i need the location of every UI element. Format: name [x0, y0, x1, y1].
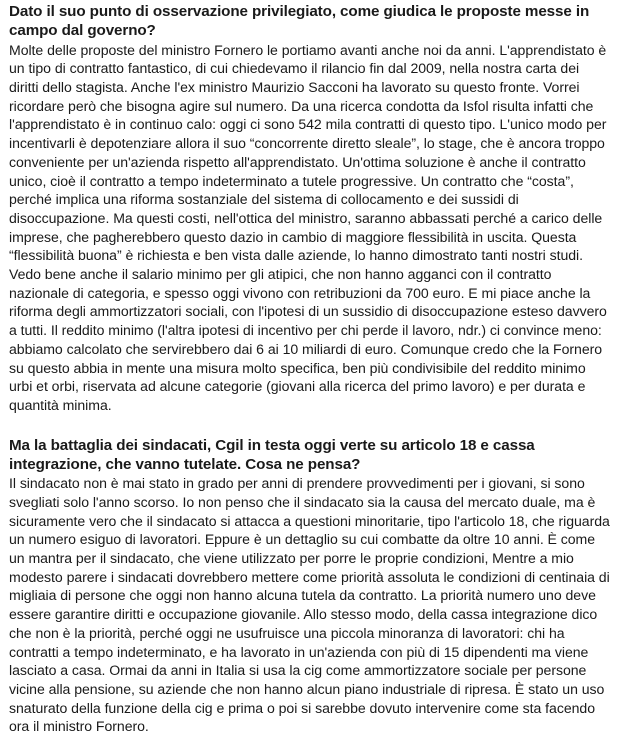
interview-answer: Molte delle proposte del ministro Fornero le portiamo avanti anche noi da anni. L'apprendistato è un tipo di contratto fantastico, di cui chiedevamo il rilancio fin dal 2009, nella nostra carta dei diritti dello stagista. Anche l'ex ministro Maurizio Sacconi ha lavorato su questo fronte. Vorrei ricordare però che bisogna agire sul numero. Da una ricerca condotta da Isfol risulta infatti che l'apprendistato è in continuo calo: oggi ci sono 542 mila contratti di questo tipo. L'unico modo per incentivarli è depotenziare allora il suo “concorrente diretto sleale”, lo stage, che è ancora troppo conveniente per un'azienda rispetto all'apprendistato. Un'ottima soluzione è anche il contratto unico, cioè il contratto a tempo indeterminato a tutele progressive. Un contratto che “costa”, perché implica una riforma sostanziale del sistema di collocamento e dei sussidi di disoccupazione. Ma questi costi, nell'ottica del ministro, saranno abbassati perché a carico delle imprese, che pagherebbero questo dazio in cambio di maggiore flessibilità in uscita. Questa “flessibilità buona” è richiesta e ben vista dalle aziende, lo hanno dimostrato tanti nostri studi. Vedo bene anche il salario minimo per gli atipici, che non hanno agganci con il contratto nazionale di categoria, e spesso oggi vivono con retribuzioni da 700 euro. E mi piace anche la riforma degli ammortizzatori sociali, con l'ipotesi di un sussidio di disoccupazione esteso davvero a tutti. Il reddito minimo (l'altra ipotesi di incentivo per chi perde il lavoro, ndr.) ci convince meno: abbiamo calcolato che servirebbero dai 6 ai 10 miliardi di euro. Comunque credo che la Fornero su questo abbia in mente una misura molto specifica, ben più condivisibile del reddito minimo urbi et orbi, riservata ad alcune categorie (giovani alla ricerca del primo lavoro) e per durata e quantità minima.	[9, 41, 607, 413]
interview-section-2	[9, 436, 612, 736]
interview-question: Dato il suo punto di osservazione privilegiato, come giudica le proposte messe in campo dal governo?	[9, 3, 590, 40]
interview-question: Ma la battaglia dei sindacati, Cgil in testa oggi verte su articolo 18 e cassa integrazione, che vanno tutelate. Cosa ne pensa?	[9, 436, 535, 473]
interview-section-1	[9, 2, 612, 415]
interview-answer: Il sindacato non è mai stato in grado per anni di prendere provvedimenti per i giovani, si sono svegliati solo l'anno scorso. Io non penso che il sindacato sia la causa del mercato duale, ma è sicuramente vero che il sindacato si attacca a questioni minoritarie, tipo l'articolo 18, che riguarda un numero esiguo di lavoratori. Eppure è un dettaglio su cui combatte da oltre 10 anni. È come un mantra per il sindacato, che viene utilizzato per porre le proprie condizioni, Mentre a mio modesto parere i sindacati dovrebbero mettere come priorità assoluta le condizioni di centinaia di migliaia di persone che oggi non hanno alcuna tutela da contratto. La priorità numero uno deve essere garantire diritti e occupazione giovanile. Allo stesso modo, della cassa integrazione dico che non è la priorità, perché oggi ne usufruisce una piccola minoranza di lavoratori: chi ha contratti a tempo indeterminato, e ha lavorato in un'azienda con più di 15 dipendenti ma viene lasciato a casa. Ormai da anni in Italia si usa la cig come ammortizzatore sociale per persone vicine alla pensione, su aziende che non hanno alcun piano industriale di ripresa. È stato un uso snaturato della funzione della cig e prima o poi si sarebbe dovuto intervenire come sta facendo ora il ministro Fornero.	[9, 475, 610, 735]
